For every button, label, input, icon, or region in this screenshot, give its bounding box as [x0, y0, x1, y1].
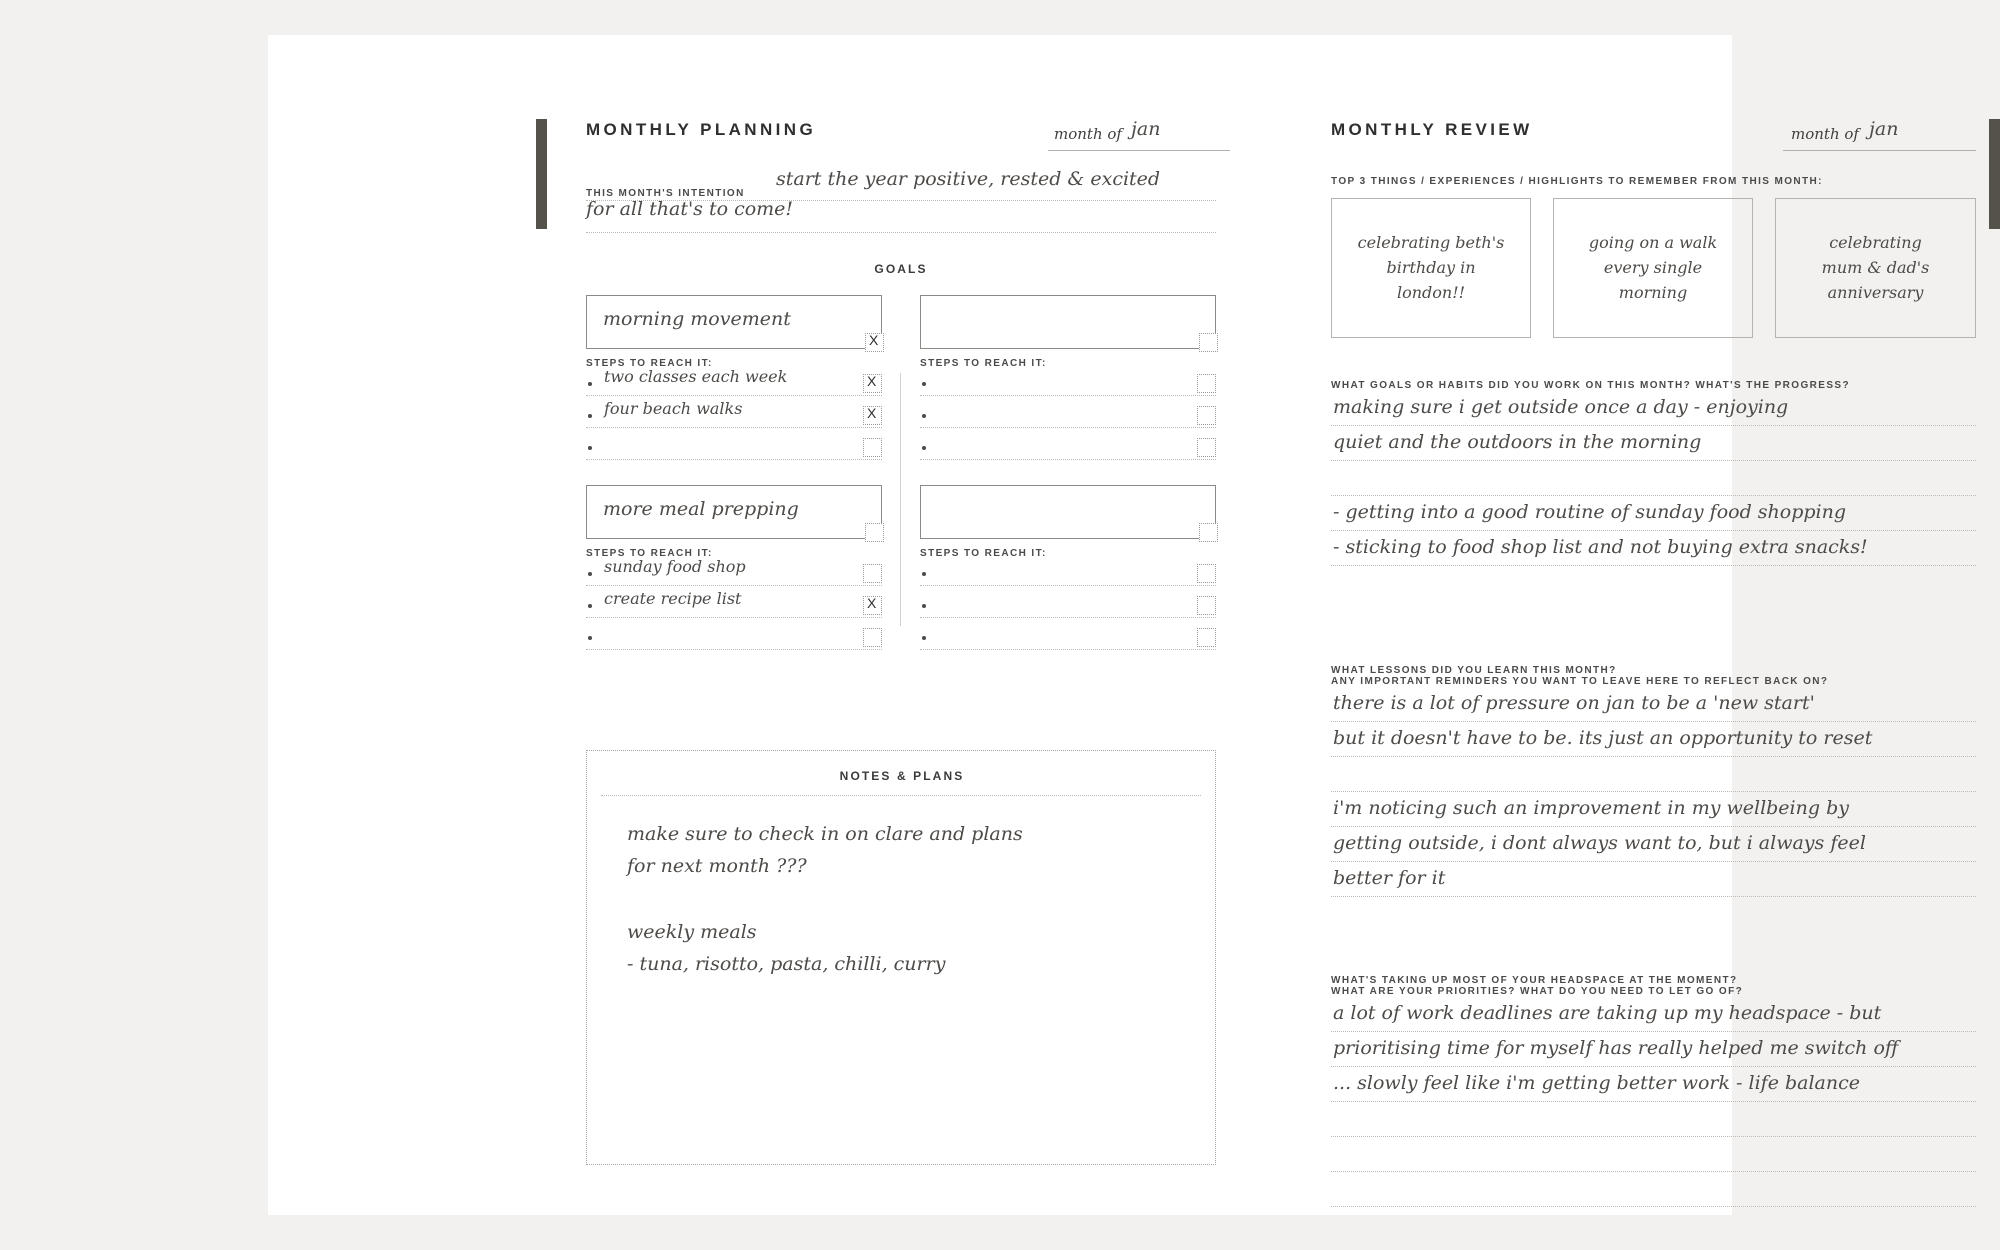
question-3-label-line-2: WHAT ARE YOUR PRIORITIES? WHAT DO YOU NEED TO LET GO OF? [1331, 986, 1744, 997]
top3-cards [1331, 198, 1976, 338]
goal-2-step-1-checkbox[interactable] [1197, 374, 1216, 393]
goal-2-step-3-checkbox[interactable] [1197, 438, 1216, 457]
notes-title: NOTES & PLANS [839, 769, 965, 783]
goal-4-step-1-checkbox[interactable] [1197, 564, 1216, 583]
monthly-review-section [1331, 118, 1976, 1094]
question-3-answer-line-6[interactable] [1331, 1178, 1976, 1213]
question-1-answer-line-4[interactable] [1331, 502, 1976, 537]
top3-card-1-line-3: london!! [1396, 282, 1466, 302]
rule [586, 585, 882, 586]
rule [920, 459, 1216, 460]
intention-text-line-1[interactable]: start the year positive, rested & excited [776, 168, 1161, 190]
text: quiet and the outdoors in the morning [1333, 431, 1702, 453]
rule [1331, 425, 1976, 426]
top3-card-2-line-2: every single [1603, 257, 1703, 277]
text: prioritising time for myself has really helped me switch off [1333, 1037, 1899, 1059]
goal-4-step-1 [920, 559, 1216, 591]
goal-box-1[interactable] [586, 295, 882, 349]
rule [920, 617, 1216, 618]
question-2-label-line-2: ANY IMPORTANT REMINDERS YOU WANT TO LEAVE HERE TO REFLECT BACK ON? [1331, 676, 1829, 687]
planning-header [586, 120, 1216, 154]
goal-3-step-2-text[interactable]: create recipe list [604, 589, 742, 608]
question-3-answer-line-1[interactable] [1331, 1003, 1976, 1038]
goal-3-step-3-checkbox[interactable] [863, 628, 882, 647]
question-3-label-line-1: WHAT'S TAKING UP MOST OF YOUR HEADSPACE AT THE MOMENT? [1331, 975, 1738, 986]
planner-page [268, 35, 1930, 1215]
goal-4-step-3 [920, 623, 1216, 655]
bullet-icon [922, 382, 926, 386]
intention-rule-1 [586, 200, 1216, 201]
rule [920, 395, 1216, 396]
planning-month-of-label: month of [1054, 125, 1122, 143]
question-2-answer-line-5[interactable] [1331, 833, 1976, 868]
goal-1-step-1 [586, 369, 882, 401]
bullet-icon [588, 382, 592, 386]
goal-checkbox-4[interactable] [1199, 523, 1218, 542]
rule [1331, 861, 1976, 862]
goals-heading: GOALS [874, 262, 928, 276]
steps-label-2: STEPS TO REACH IT: [920, 358, 1047, 369]
goals-grid [586, 295, 1216, 608]
bullet-icon [922, 414, 926, 418]
rule [1331, 721, 1976, 722]
rule [1331, 1206, 1976, 1207]
question-2-answer-line-6[interactable] [1331, 868, 1976, 903]
question-1 [1331, 380, 1976, 572]
goal-2-step-3 [920, 433, 1216, 465]
steps-label-1: STEPS TO REACH IT: [586, 358, 713, 369]
goal-1-step-2 [586, 401, 882, 433]
goal-checkbox-1[interactable] [865, 333, 884, 352]
goal-1-step-2-text[interactable]: four beach walks [604, 399, 743, 418]
rule [1331, 1031, 1976, 1032]
intention-text-line-2[interactable]: for all that's to come! [586, 198, 794, 220]
steps-label-4: STEPS TO REACH IT: [920, 548, 1047, 559]
review-month-value[interactable]: jan [1869, 118, 1899, 140]
goal-text-1[interactable]: morning movement [603, 308, 791, 330]
question-2-answer-line-4[interactable] [1331, 798, 1976, 833]
steps-label-3: STEPS TO REACH IT: [586, 548, 713, 559]
question-3-answer-line-5[interactable] [1331, 1143, 1976, 1178]
text: making sure i get outside once a day - enjoying [1333, 396, 1789, 418]
bullet-icon [588, 604, 592, 608]
goals-column-left [586, 295, 882, 675]
review-month-rule [1783, 150, 1976, 151]
goal-3-step-1-checkbox[interactable] [863, 564, 882, 583]
rule [1331, 530, 1976, 531]
notes-and-plans-box[interactable] [586, 750, 1216, 1165]
top3-card-3-line-1: celebrating [1829, 232, 1922, 252]
review-header [1331, 120, 1976, 154]
rule [586, 617, 882, 618]
goal-block-2 [920, 295, 1216, 465]
top3-card-3[interactable] [1775, 198, 1976, 338]
top3-card-3-line-2: mum & dad's [1821, 257, 1930, 277]
review-month-of-label: month of [1791, 125, 1859, 143]
top3-card-2-line-3: morning [1618, 282, 1688, 302]
goal-3-step-2-checkbox[interactable] [863, 596, 882, 615]
text: ... slowly feel like i'm getting better work - life balance [1333, 1072, 1860, 1094]
goal-2-step-1 [920, 369, 1216, 401]
goal-3-step-1-text[interactable]: sunday food shop [604, 557, 746, 576]
intention-label: THIS MONTH'S INTENTION [586, 188, 745, 199]
top3-card-1[interactable] [1331, 198, 1531, 338]
top3-card-2[interactable] [1553, 198, 1753, 338]
rule [1331, 495, 1976, 496]
bullet-icon [588, 572, 592, 576]
spine-mark-left [536, 119, 547, 229]
text: i'm noticing such an improvement in my wellbeing by [1333, 797, 1849, 819]
notes-line-4[interactable]: - tuna, risotto, pasta, chilli, curry [627, 953, 946, 975]
rule [1331, 1171, 1976, 1172]
rule [1331, 756, 1976, 757]
goal-block-3 [586, 485, 882, 655]
text: better for it [1333, 867, 1446, 889]
question-2 [1331, 665, 1976, 903]
goal-1-step-1-text[interactable]: two classes each week [604, 367, 788, 386]
goal-3-step-1 [586, 559, 882, 591]
text: - sticking to food shop list and not buying extra snacks! [1333, 536, 1868, 558]
bullet-icon [588, 414, 592, 418]
notes-line-3[interactable]: weekly meals [627, 921, 757, 943]
bullet-icon [922, 604, 926, 608]
top3-card-1-line-2: birthday in [1386, 257, 1476, 277]
question-3-answer-line-4[interactable] [1331, 1108, 1976, 1143]
question-1-label: WHAT GOALS OR HABITS DID YOU WORK ON THIS MONTH? WHAT'S THE PROGRESS? [1331, 380, 1850, 391]
bullet-icon [588, 446, 592, 450]
goals-column-divider [900, 373, 901, 626]
goal-1-step-1-checkbox[interactable] [863, 374, 882, 393]
top3-card-1-line-1: celebrating beth's [1357, 232, 1505, 252]
rule [1331, 896, 1976, 897]
rule [1331, 1066, 1976, 1067]
question-1-answer-line-1[interactable] [1331, 397, 1976, 432]
bullet-icon [922, 446, 926, 450]
rule [920, 585, 1216, 586]
goal-box-2[interactable] [920, 295, 1216, 349]
question-3-answer-line-3[interactable] [1331, 1073, 1976, 1108]
top3-label: TOP 3 THINGS / EXPERIENCES / HIGHLIGHTS TO REMEMBER FROM THIS MONTH: [1331, 176, 1823, 187]
text: - getting into a good routine of sunday food shopping [1333, 501, 1847, 523]
rule [1331, 565, 1976, 566]
question-3-answer-line-2[interactable] [1331, 1038, 1976, 1073]
rule [920, 649, 1216, 650]
text: a lot of work deadlines are taking up my headspace - but [1333, 1002, 1882, 1024]
text: getting outside, i dont always want to, but i always feel [1333, 832, 1866, 854]
goal-4-step-3-checkbox[interactable] [1197, 628, 1216, 647]
notes-spacer [627, 887, 1023, 921]
goal-2-step-2-checkbox[interactable] [1197, 406, 1216, 425]
goal-block-1 [586, 295, 882, 465]
goal-checkbox-3[interactable] [865, 523, 884, 542]
goal-4-step-2-checkbox[interactable] [1197, 596, 1216, 615]
top3-card-3-line-3: anniversary [1827, 282, 1924, 302]
notes-title-rule [601, 795, 1201, 796]
text: but it doesn't have to be. its just an opportunity to reset [1333, 727, 1873, 749]
rule [1331, 1136, 1976, 1137]
rule [586, 459, 882, 460]
goal-block-4 [920, 485, 1216, 655]
question-1-answer-line-5[interactable] [1331, 537, 1976, 572]
rule [920, 427, 1216, 428]
goal-3-step-3 [586, 623, 882, 655]
text: there is a lot of pressure on jan to be a 'new start' [1333, 692, 1815, 714]
question-1-answer-line-3[interactable] [1331, 467, 1976, 502]
planning-title: MONTHLY PLANNING [586, 120, 817, 139]
spine-mark-right [1989, 119, 2000, 229]
question-2-answer-line-2[interactable] [1331, 728, 1976, 763]
question-2-answer-line-1[interactable] [1331, 693, 1976, 728]
goal-1-step-3 [586, 433, 882, 465]
planning-month-rule [1048, 150, 1230, 151]
notes-line-2[interactable]: for next month ??? [627, 855, 807, 877]
goal-box-4[interactable] [920, 485, 1216, 539]
goal-text-3[interactable]: more meal prepping [603, 498, 799, 520]
top3-card-2-line-1: going on a walk [1588, 232, 1718, 252]
rule [586, 395, 882, 396]
goals-column-right [920, 295, 1216, 675]
intention-rule-2 [586, 232, 1216, 233]
rule [1331, 460, 1976, 461]
goal-checkbox-2[interactable] [1199, 333, 1218, 352]
goal-1-step-3-checkbox[interactable] [863, 438, 882, 457]
question-2-label-line-1: WHAT LESSONS DID YOU LEARN THIS MONTH? [1331, 665, 1617, 676]
bullet-icon [922, 572, 926, 576]
review-title: MONTHLY REVIEW [1331, 120, 1533, 139]
goal-2-step-2 [920, 401, 1216, 433]
notes-body[interactable] [627, 823, 1023, 985]
rule [1331, 1101, 1976, 1102]
notes-line-1[interactable]: make sure to check in on clare and plans [627, 823, 1023, 845]
rule [1331, 791, 1976, 792]
question-1-answer-line-2[interactable] [1331, 432, 1976, 467]
bullet-icon [922, 636, 926, 640]
rule [1331, 826, 1976, 827]
rule [586, 649, 882, 650]
question-2-answer-line-3[interactable] [1331, 763, 1976, 798]
rule [586, 427, 882, 428]
goal-1-step-2-checkbox[interactable] [863, 406, 882, 425]
monthly-planning-section [586, 118, 1216, 975]
question-3 [1331, 975, 1976, 1213]
goal-box-3[interactable] [586, 485, 882, 539]
bullet-icon [588, 636, 592, 640]
goal-4-step-2 [920, 591, 1216, 623]
planning-month-value[interactable]: jan [1131, 118, 1161, 140]
goal-3-step-2 [586, 591, 882, 623]
